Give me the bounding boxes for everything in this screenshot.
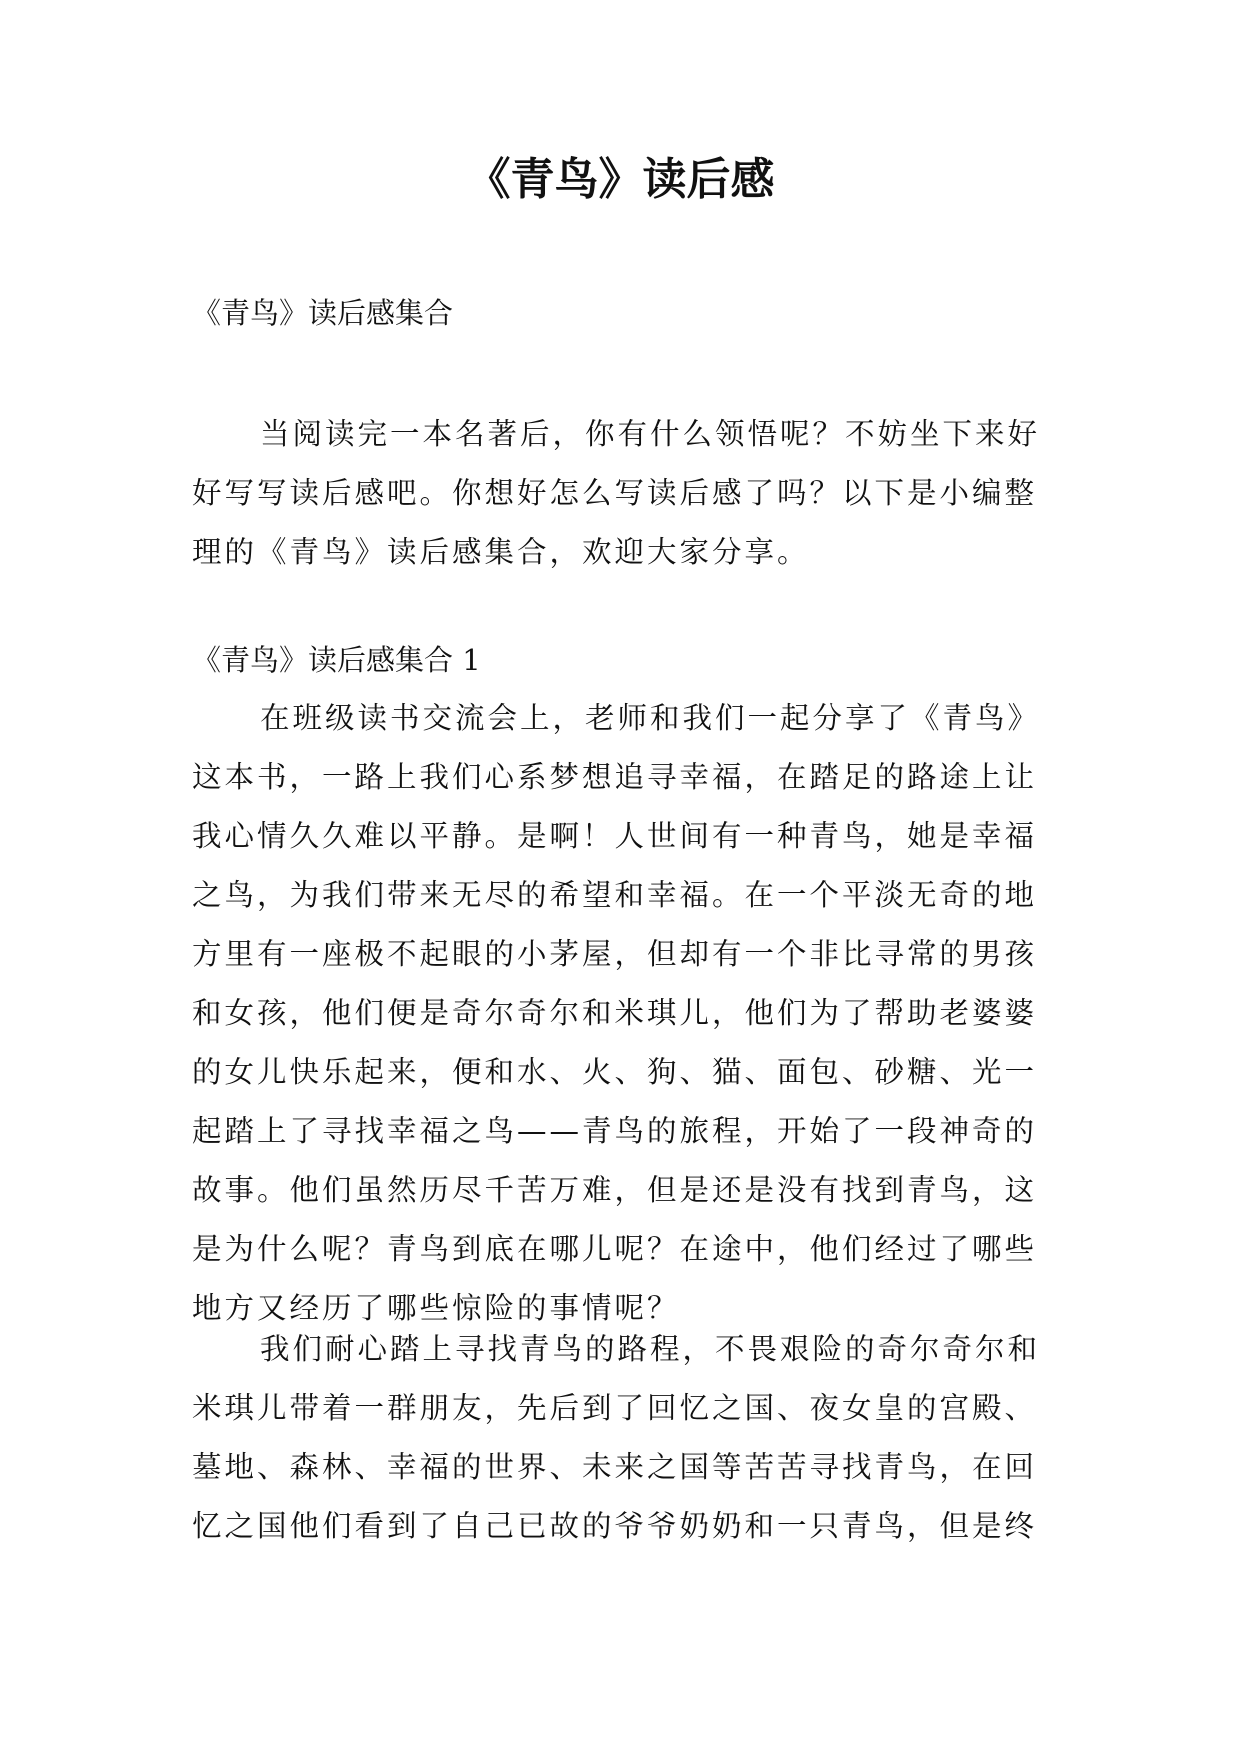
body-line: 起踏上了寻找幸福之鸟——青鸟的旅程，开始了一段神奇的 [192,1114,1038,1148]
body-line: 我们耐心踏上寻找青鸟的路程，不畏艰险的奇尔奇尔和 [260,1332,1041,1366]
intro-line: 理的《青鸟》读后感集合，欢迎大家分享。 [192,535,810,569]
intro-paragraph [192,405,1052,582]
intro-line: 好写写读后感吧。你想好怎么写读后感了吗？以下是小编整 [192,476,1038,510]
body-line: 故事。他们虽然历尽千苦万难，但是还是没有找到青鸟，这 [192,1173,1038,1207]
body-line: 地方又经历了哪些惊险的事情呢？ [192,1291,680,1325]
body-line: 这本书，一路上我们心系梦想追寻幸福，在踏足的路途上让 [192,760,1038,794]
document-subtitle: 《青鸟》读后感集合 [192,296,454,330]
body-line: 忆之国他们看到了自己已故的爷爷奶奶和一只青鸟，但是终 [192,1509,1038,1543]
body-line: 我心情久久难以平静。是啊！人世间有一种青鸟，她是幸福 [192,819,1038,853]
body-line: 方里有一座极不起眼的小茅屋，但却有一个非比寻常的男孩 [192,937,1038,971]
body-line: 之鸟，为我们带来无尽的希望和幸福。在一个平淡无奇的地 [192,878,1038,912]
body-line: 和女孩，他们便是奇尔奇尔和米琪儿，他们为了帮助老婆婆 [192,996,1038,1030]
body-line: 在班级读书交流会上，老师和我们一起分享了《青鸟》 [260,701,1041,735]
section-heading: 《青鸟》读后感集合 1 [192,643,481,677]
document-title: 《青鸟》读后感 [466,154,775,205]
body-line: 墓地、森林、幸福的世界、未来之国等苦苦寻找青鸟，在回 [192,1450,1038,1484]
body-line: 是为什么呢？青鸟到底在哪儿呢？在途中，他们经过了哪些 [192,1232,1038,1266]
body-line: 的女儿快乐起来，便和水、火、狗、猫、面包、砂糖、光一 [192,1055,1038,1089]
body-paragraph-1 [192,689,1052,1338]
body-line: 米琪儿带着一群朋友，先后到了回忆之国、夜女皇的宫殿、 [192,1391,1038,1425]
intro-line: 当阅读完一本名著后，你有什么领悟呢？不妨坐下来好 [260,417,1041,451]
body-paragraph-2 [192,1320,1052,1556]
